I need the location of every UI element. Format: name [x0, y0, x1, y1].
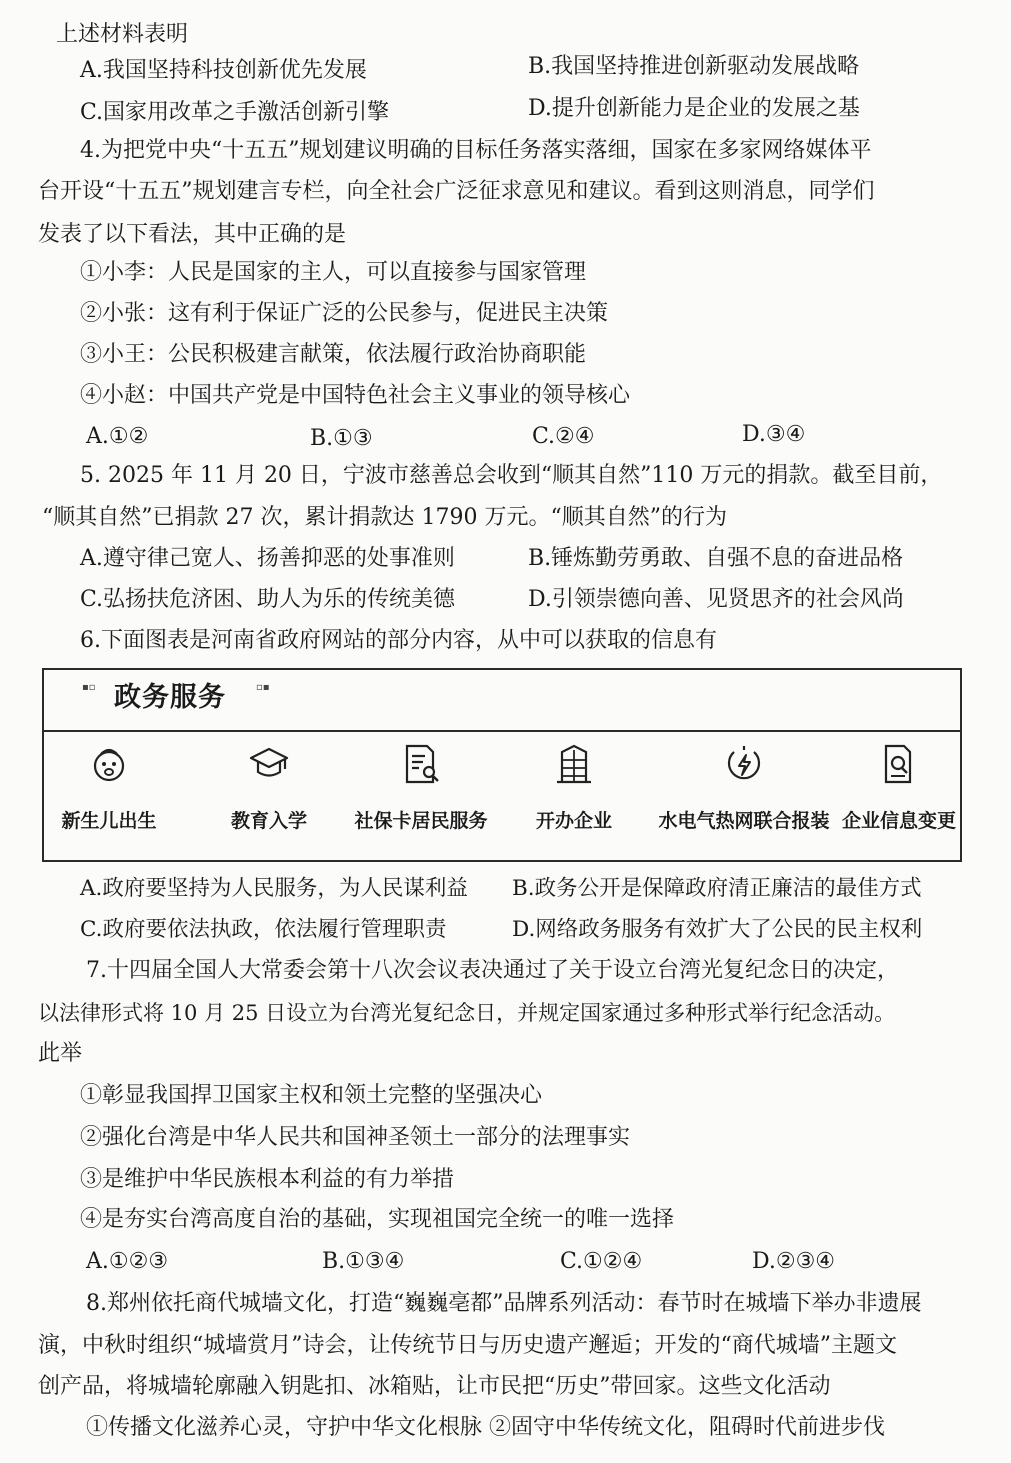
q3-option-c: C.国家用改革之手激活创新引擎 — [80, 100, 390, 125]
q7-statement-3: ③是维护中华民族根本利益的有力举措 — [80, 1167, 455, 1192]
q7-stem-line-1: 7.十四届全国人大常委会第十八次会议表决通过了关于设立台湾光复纪念日的决定， — [86, 958, 899, 983]
q7-stem-line-3: 此举 — [38, 1041, 83, 1066]
service-utility-installation[interactable] — [649, 742, 839, 834]
service-label: 新生儿出生 — [61, 810, 157, 832]
q8-stem-line-2: 演，中秋时组织“城墙赏月”诗会，让传统节日与历史遗产邂逅；开发的“商代城墙”主题文 — [38, 1333, 897, 1358]
q5-option-c: C.弘扬扶危济困、助人为乐的传统美德 — [80, 587, 456, 612]
q8-statements-partial: ①传播文化滋养心灵，守护中华文化根脉 ②固守中华传统文化，阻碍时代前进步伐 — [86, 1415, 885, 1440]
q4-stem-line-3: 发表了以下看法，其中正确的是 — [38, 222, 347, 247]
decorative-mark-icon: ▫▪ — [256, 682, 270, 693]
q4-statement-2: ②小张：这有利于保证广泛的公民参与，促进民主决策 — [80, 301, 609, 326]
service-label: 水电气热网联合报装 — [658, 810, 830, 832]
q8-stem-line-3: 创产品，将城墙轮廓融入钥匙扣、冰箱贴，让市民把“历史”带回家。这些文化活动 — [38, 1374, 831, 1399]
q7-statement-2: ②强化台湾是中华人民共和国神圣领土一部分的法理事实 — [80, 1125, 631, 1150]
q4-statement-4: ④小赵：中国共产党是中国特色社会主义事业的领导核心 — [80, 383, 631, 408]
gov-service-panel-title: 政务服务 — [114, 682, 226, 713]
q5-stem-line-2: “顺其自然”已捐款 27 次，累计捐款达 1790 万元。“顺其自然”的行为 — [42, 505, 727, 530]
q7-option-b: B.①③④ — [322, 1249, 405, 1274]
file-search-icon — [877, 742, 921, 786]
baby-face-icon — [87, 742, 131, 786]
q4-option-b: B.①③ — [310, 426, 373, 451]
q4-option-d: D.③④ — [742, 422, 806, 447]
q3-option-a: A.我国坚持科技创新优先发展 — [80, 58, 367, 83]
q8-stem-line-1: 8.郑州依托商代城墙文化，打造“巍巍亳都”品牌系列活动：春节时在城墙下举办非遗展 — [86, 1291, 922, 1316]
q5-stem-line-1: 5. 2025 年 11 月 20 日，宁波市慈善总会收到“顺其自然”110 万元的捐款。截至目前， — [80, 463, 943, 488]
service-enterprise-info-change[interactable] — [824, 742, 974, 834]
q6-option-b: B.政务公开是保障政府清正廉洁的最佳方式 — [512, 876, 922, 901]
service-label: 开办企业 — [535, 810, 612, 832]
q7-option-a: A.①②③ — [86, 1249, 169, 1274]
q7-option-d: D.②③④ — [752, 1249, 836, 1274]
service-education-enrollment[interactable] — [194, 742, 344, 834]
q7-stem-line-2: 以法律形式将 10 月 25 日设立为台湾光复纪念日，并规定国家通过多种形式举行纪念活动。 — [38, 1001, 896, 1025]
q7-statement-1: ①彰显我国捍卫国家主权和领土完整的坚强决心 — [80, 1083, 543, 1108]
q4-stem-line-2: 台开设“十五五”规划建言专栏，向全社会广泛征求意见和建议。看到这则消息，同学们 — [38, 179, 875, 204]
q4-statement-3: ③小王：公民积极建言献策，依法履行政治协商职能 — [80, 342, 587, 367]
q4-stem-line-1: 4.为把党中央“十五五”规划建议明确的目标任务落实落细，国家在多家网络媒体平 — [80, 138, 872, 163]
utility-power-icon — [722, 742, 766, 786]
q6-option-d: D.网络政务服务有效扩大了公民的民主权利 — [512, 917, 923, 942]
service-label: 社保卡居民服务 — [354, 810, 488, 832]
q4-option-c: C.②④ — [532, 424, 595, 449]
q6-option-a: A.政府要坚持为人民服务，为人民谋利益 — [80, 876, 468, 901]
q4-option-a: A.①② — [86, 424, 149, 449]
q7-option-c: C.①②④ — [560, 1249, 643, 1274]
q3-stem-end: 上述材料表明 — [56, 22, 189, 47]
service-newborn[interactable] — [34, 742, 184, 834]
q5-option-b: B.锤炼勤劳勇敢、自强不息的奋进品格 — [528, 546, 904, 571]
q5-option-a: A.遵守律己宽人、扬善抑恶的处事准则 — [80, 546, 455, 571]
service-label: 教育入学 — [230, 810, 307, 832]
q6-option-c: C.政府要依法执政，依法履行管理职责 — [80, 917, 447, 942]
gov-service-panel-header — [44, 670, 960, 732]
building-icon — [552, 742, 596, 786]
graduation-cap-icon — [247, 742, 291, 786]
q7-statement-4: ④是夯实台湾高度自治的基础，实现祖国完全统一的唯一选择 — [80, 1207, 675, 1232]
service-start-business[interactable] — [499, 742, 649, 834]
q5-option-d: D.引领崇德向善、见贤思齐的社会风尚 — [528, 587, 904, 612]
gov-service-panel — [42, 668, 962, 862]
q3-option-b: B.我国坚持推进创新驱动发展战略 — [528, 54, 860, 79]
service-label: 企业信息变更 — [841, 810, 956, 832]
q3-option-d: D.提升创新能力是企业的发展之基 — [528, 96, 860, 121]
q6-stem: 6.下面图表是河南省政府网站的部分内容，从中可以获取的信息有 — [80, 628, 717, 653]
decorative-mark-icon: ▪▫ — [82, 682, 96, 693]
document-search-icon — [399, 742, 443, 786]
q4-statement-1: ①小李：人民是国家的主人，可以直接参与国家管理 — [80, 260, 587, 285]
service-social-security-card[interactable] — [346, 742, 496, 834]
